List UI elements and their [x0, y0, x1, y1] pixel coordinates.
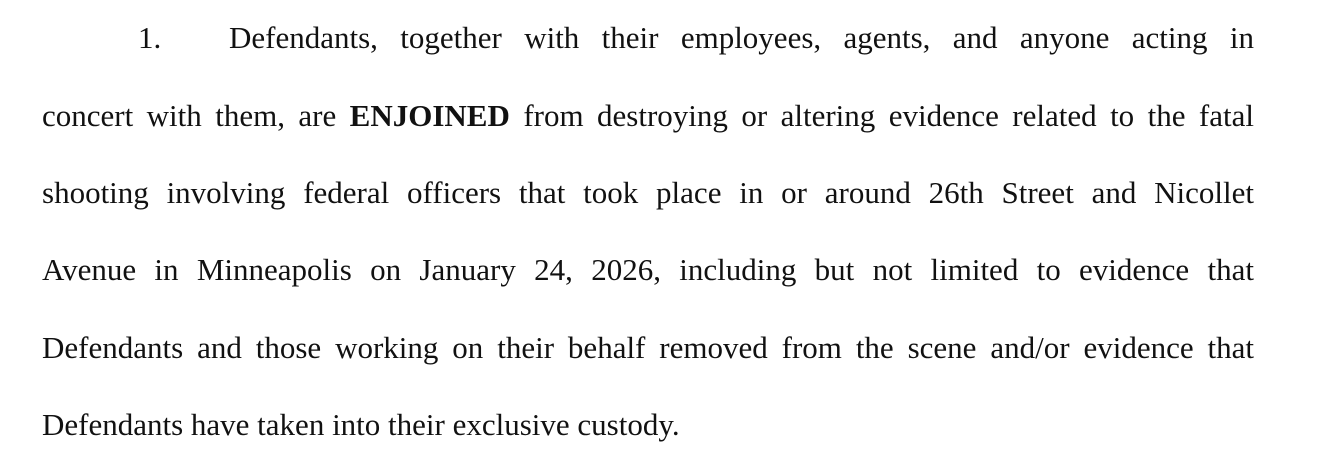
- paragraph-number: 1.: [138, 20, 162, 55]
- enjoined-emphasis: ENJOINED: [349, 98, 510, 133]
- paragraph-line-1: Defendants, together with their employees, agents, and anyone acting in: [229, 20, 1254, 55]
- paragraph-line-2-end: from destroying or altering evidence related to the fatal: [509, 98, 1254, 133]
- paragraph-line-6: Defendants have taken into their exclusive custody.: [42, 407, 680, 442]
- paragraph-line-3: shooting involving federal officers that took place in or around 26th Street and Nicollet: [42, 175, 1254, 210]
- paragraph-line-4: Avenue in Minneapolis on January 24, 2026, including but not limited to evidence that: [42, 252, 1254, 287]
- paragraph-line-5: Defendants and those working on their behalf removed from the scene and/or evidence that: [42, 330, 1254, 365]
- paragraph-line-2-start: concert with them, are: [42, 98, 350, 133]
- paragraph-line-2: [42, 96, 1254, 136]
